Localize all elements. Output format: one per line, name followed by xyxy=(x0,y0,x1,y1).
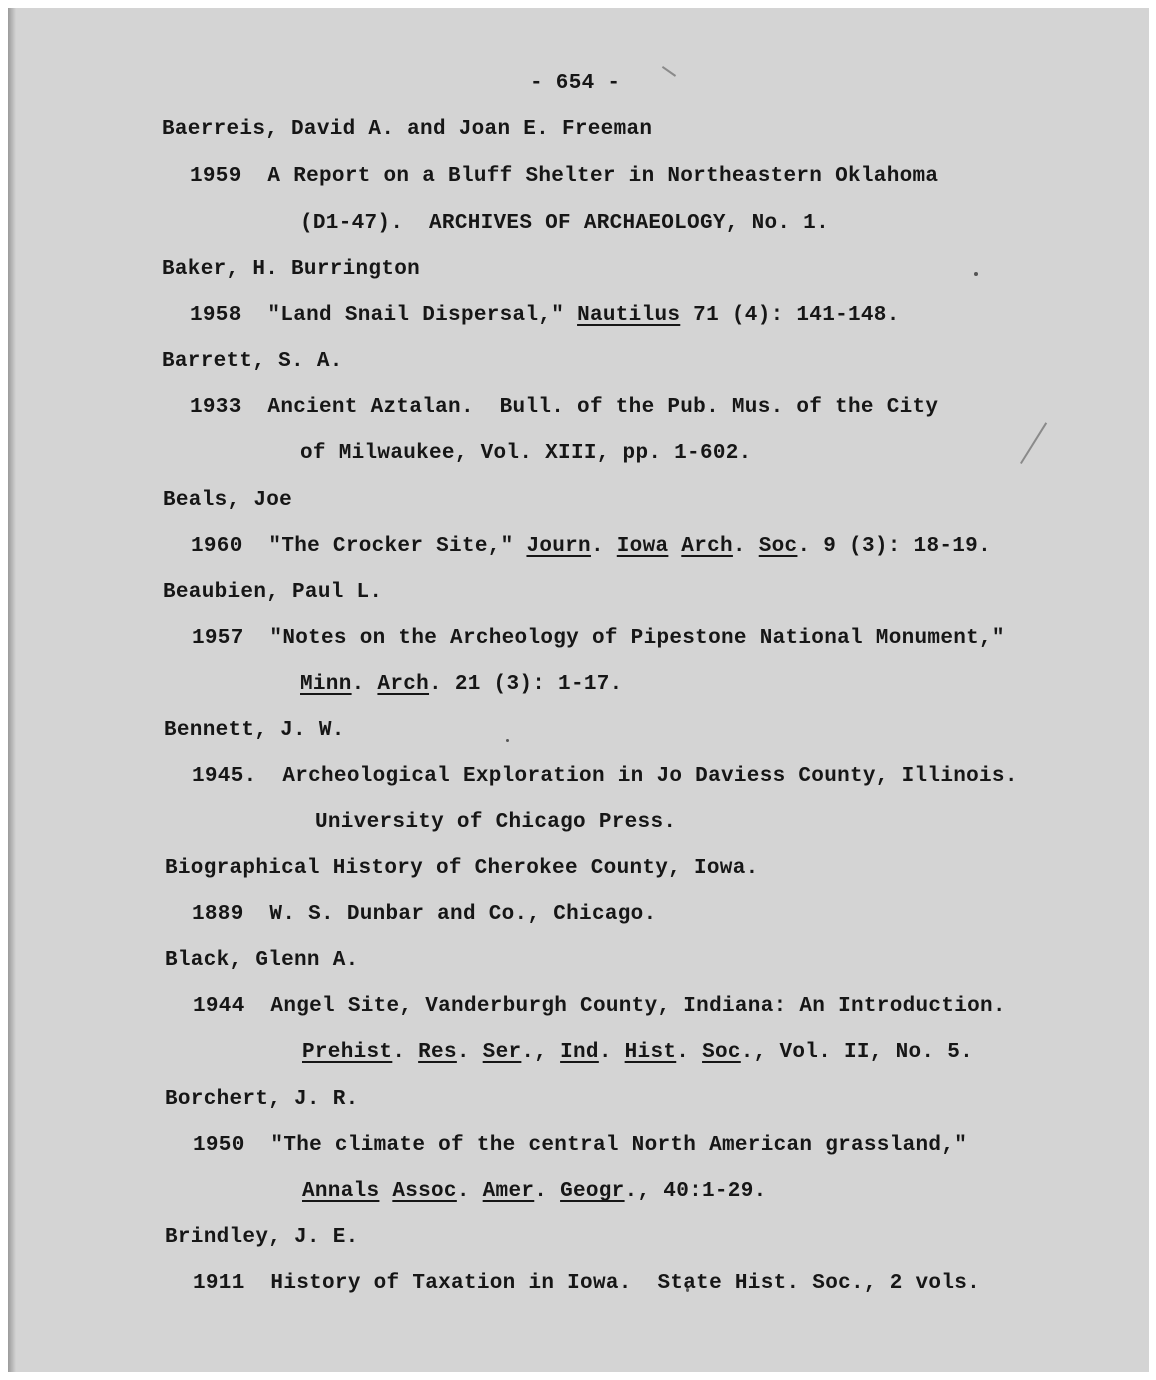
citation-text: . xyxy=(392,1041,419,1064)
citation-text: . xyxy=(676,1041,703,1064)
citation-line: 1945. Archeological Exploration in Jo Daviess County, Illinois. xyxy=(192,765,1018,788)
citation-continuation: University of Chicago Press. xyxy=(315,811,677,834)
author-entry: Baerreis, David A. and Joan E. Freeman xyxy=(162,118,653,141)
journal-abbrev: Soc xyxy=(702,1041,741,1064)
journal-abbrev: Iowa xyxy=(616,535,669,558)
author-entry: Borchert, J. R. xyxy=(165,1088,359,1111)
journal-title: Nautilus xyxy=(577,304,681,327)
author-entry: Beaubien, Paul L. xyxy=(163,581,383,604)
citation-text: . xyxy=(456,1180,483,1203)
document-page xyxy=(8,8,1149,1372)
journal-abbrev: Journ xyxy=(526,535,591,558)
author-entry: Baker, H. Burrington xyxy=(162,258,421,281)
citation-text xyxy=(379,1180,392,1203)
journal-abbrev: Ser xyxy=(482,1041,522,1064)
citation-continuation xyxy=(302,1041,973,1064)
citation-line: 1944 Angel Site, Vanderburgh County, Indiana: An Introduction. xyxy=(193,995,1006,1018)
citation-text: ., Vol. II, No. 5. xyxy=(740,1041,974,1064)
scan-speck xyxy=(974,272,978,276)
author-entry: Bennett, J. W. xyxy=(164,719,345,742)
citation-line: 1957 "Notes on the Archeology of Pipestone National Monument," xyxy=(192,627,1005,650)
citation-line: 1959 A Report on a Bluff Shelter in Northeastern Oklahoma xyxy=(190,165,939,188)
citation-continuation xyxy=(302,1180,767,1203)
journal-abbrev: Soc xyxy=(758,535,798,558)
citation-text: . xyxy=(534,1180,561,1203)
citation-continuation: of Milwaukee, Vol. XIII, pp. 1-602. xyxy=(300,442,752,465)
scan-speck xyxy=(506,739,509,742)
journal-abbrev: Arch xyxy=(681,535,733,558)
citation-line: 1950 "The climate of the central North American grassland," xyxy=(193,1134,968,1157)
scan-artifact xyxy=(1020,422,1047,464)
citation-text: ., xyxy=(521,1041,561,1064)
citation-text: . 9 (3): 18-19. xyxy=(797,535,991,558)
journal-abbrev: Hist xyxy=(624,1041,677,1064)
citation-line: 1933 Ancient Aztalan. Bull. of the Pub. Mus. of the City xyxy=(190,396,939,419)
citation-text: 1960 "The Crocker Site," xyxy=(191,535,527,558)
page-number: - 654 - xyxy=(530,72,621,95)
author-entry: Beals, Joe xyxy=(163,489,293,512)
author-entry: Brindley, J. E. xyxy=(165,1226,359,1249)
journal-abbrev: Ind xyxy=(560,1041,599,1064)
journal-abbrev: Prehist xyxy=(302,1041,393,1064)
citation-line xyxy=(191,535,991,558)
author-entry: Barrett, S. A. xyxy=(162,350,343,373)
citation-text: . xyxy=(351,673,378,696)
journal-abbrev: Res xyxy=(418,1041,457,1064)
citation-text: 1958 "Land Snail Dispersal," xyxy=(190,304,578,327)
citation-text: . xyxy=(590,535,617,558)
journal-abbrev: Minn xyxy=(300,673,352,696)
citation-text: 71 (4): 141-148. xyxy=(680,304,900,327)
citation-text: . xyxy=(598,1041,625,1064)
citation-line xyxy=(190,304,900,327)
journal-abbrev: Annals xyxy=(302,1180,380,1203)
citation-text: . xyxy=(732,535,759,558)
citation-text: ., 40:1-29. xyxy=(624,1180,767,1203)
journal-abbrev: Assoc xyxy=(392,1180,457,1203)
author-entry: Black, Glenn A. xyxy=(165,949,359,972)
citation-line: 1911 History of Taxation in Iowa. State Hist. Soc., 2 vols. xyxy=(193,1272,981,1295)
citation-continuation xyxy=(300,673,623,696)
journal-abbrev: Arch xyxy=(377,673,430,696)
author-entry: Biographical History of Cherokee County, Iowa. xyxy=(165,857,759,880)
citation-text xyxy=(668,535,681,558)
journal-abbrev: Amer xyxy=(482,1180,535,1203)
journal-abbrev: Geogr xyxy=(560,1180,625,1203)
citation-text: . xyxy=(456,1041,483,1064)
citation-text: . 21 (3): 1-17. xyxy=(429,673,623,696)
citation-continuation: (D1-47). ARCHIVES OF ARCHAEOLOGY, No. 1. xyxy=(300,212,829,235)
scan-artifact xyxy=(662,66,676,77)
citation-line: 1889 W. S. Dunbar and Co., Chicago. xyxy=(192,903,657,926)
